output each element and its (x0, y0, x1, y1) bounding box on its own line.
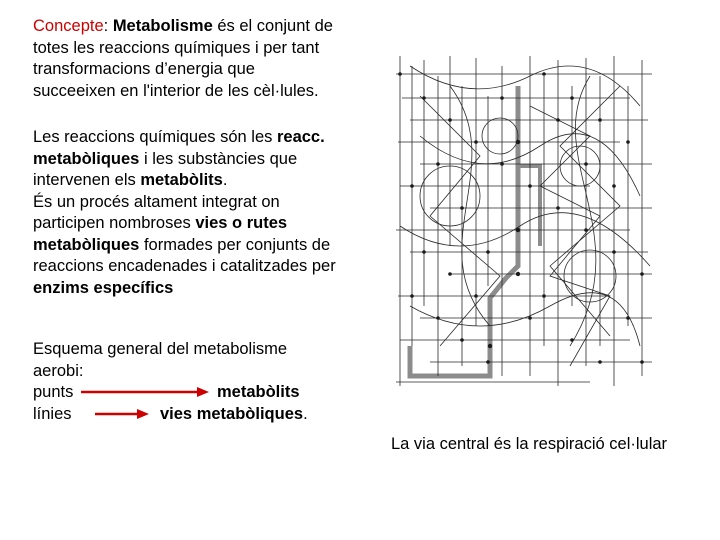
legend-row-lines (33, 404, 338, 426)
metabolic-map-image (390, 46, 658, 396)
concept-definition: és el conjunt de totes les reaccions químiques i per tant transformacions d’energia que succeeixen en l'interior de les cèl·lules. (33, 17, 333, 100)
process-text-2: formades per conjunts de reaccions encadenades i catalitzades per (33, 235, 336, 275)
process-text-1: És un procés altament integrat on participen nombroses (33, 192, 280, 232)
reactions-bold-1: reacc. metabòliques (33, 128, 325, 168)
legend-row-dots (33, 382, 338, 404)
red-arrow-icon (95, 408, 149, 420)
legend-symbol-lines: línies (33, 404, 72, 423)
red-arrow-icon (81, 386, 209, 398)
concept-paragraph (33, 16, 338, 102)
process-bold-2: enzims específics (33, 278, 174, 297)
reactions-bold-2: metabòlits (140, 171, 223, 189)
legend-meaning-pathways: vies metabòliques (160, 404, 304, 423)
reactions-text-2: i les substàncies que intervenen els (33, 149, 298, 189)
text-column (33, 16, 338, 425)
legend-symbol-dots: punts (33, 383, 74, 401)
reactions-text-3: . (222, 171, 228, 189)
process-paragraph (33, 192, 338, 300)
schema-intro: Esquema general del metabolisme aerobi: (33, 340, 288, 380)
reactions-text-1: Les reaccions químiques són les (33, 128, 277, 146)
concept-label: Concepte (33, 17, 104, 35)
concept-term: Metabolisme (112, 17, 213, 35)
diagram-caption: La via central és la respiració cel·lular (391, 435, 668, 453)
process-bold-1: vies o rutes metabòliques (33, 214, 288, 254)
legend-meaning-metabolites: metabòlits (217, 383, 300, 401)
legend-suffix: . (303, 404, 308, 423)
concept-colon: : (103, 17, 113, 35)
reactions-paragraph (33, 127, 338, 192)
